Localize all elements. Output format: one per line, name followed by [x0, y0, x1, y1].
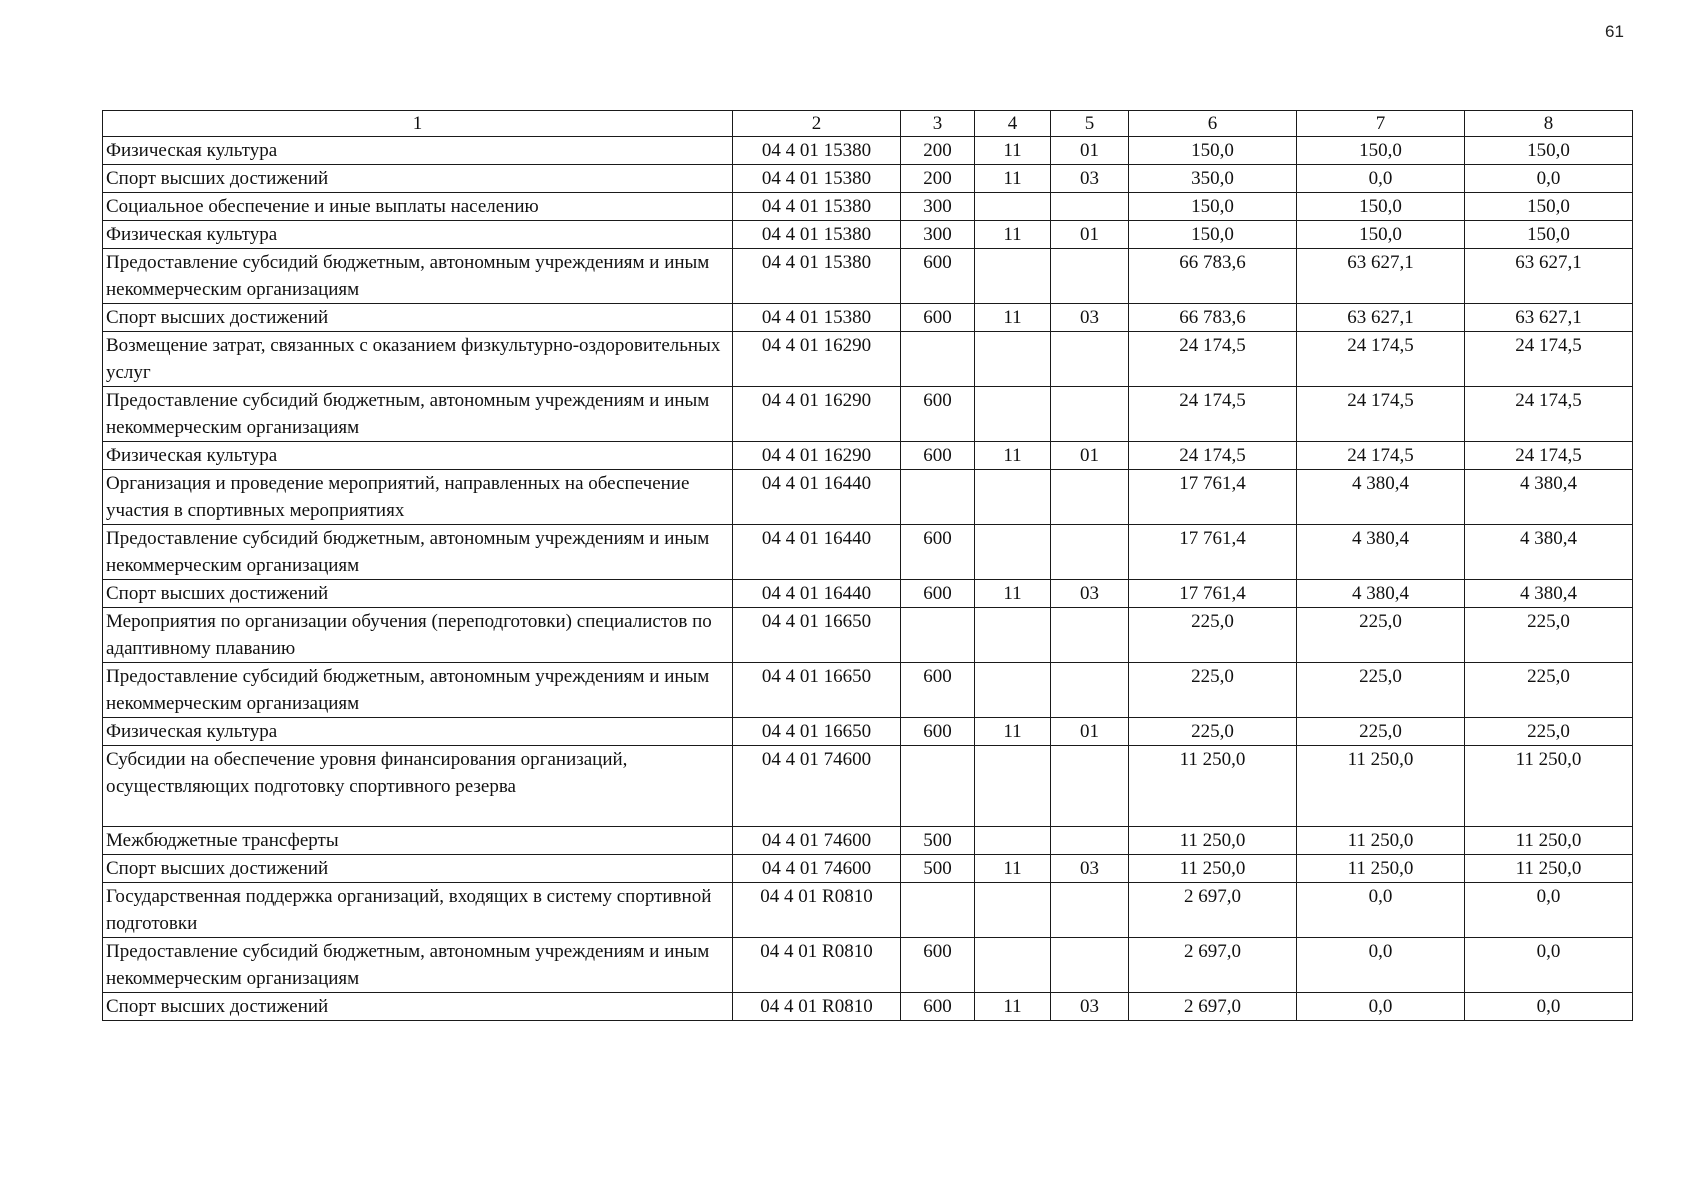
amount-year2-cell: 24 174,5	[1297, 387, 1465, 442]
section-cell	[975, 608, 1051, 663]
header-cell: 7	[1297, 111, 1465, 137]
expense-type-cell: 300	[901, 221, 975, 249]
section-cell: 11	[975, 221, 1051, 249]
expense-type-cell: 600	[901, 663, 975, 718]
row-name-cell: Организация и проведение мероприятий, направленных на обеспечение участия в спортивных мероприятиях	[103, 470, 733, 525]
row-name-cell: Предоставление субсидий бюджетным, автономным учреждениям и иным некоммерческим организациям	[103, 387, 733, 442]
table-row	[103, 718, 1633, 746]
row-name-cell: Физическая культура	[103, 442, 733, 470]
table-row	[103, 470, 1633, 525]
section-cell: 11	[975, 442, 1051, 470]
row-name-cell: Предоставление субсидий бюджетным, автономным учреждениям и иным некоммерческим организациям	[103, 525, 733, 580]
target-code-cell: 04 4 01 15380	[733, 249, 901, 304]
expense-type-cell: 300	[901, 193, 975, 221]
amount-year2-cell: 11 250,0	[1297, 827, 1465, 855]
section-cell: 11	[975, 580, 1051, 608]
table-row	[103, 746, 1633, 827]
amount-year3-cell: 4 380,4	[1465, 470, 1633, 525]
amount-year3-cell: 24 174,5	[1465, 332, 1633, 387]
target-code-cell: 04 4 01 74600	[733, 746, 901, 827]
amount-year3-cell: 225,0	[1465, 663, 1633, 718]
expense-type-cell: 500	[901, 827, 975, 855]
subsection-cell: 01	[1051, 442, 1129, 470]
header-cell: 1	[103, 111, 733, 137]
amount-year1-cell: 225,0	[1129, 663, 1297, 718]
amount-year2-cell: 225,0	[1297, 608, 1465, 663]
row-name-cell: Социальное обеспечение и иные выплаты населению	[103, 193, 733, 221]
amount-year1-cell: 66 783,6	[1129, 249, 1297, 304]
table-header-row	[103, 111, 1633, 137]
amount-year2-cell: 24 174,5	[1297, 442, 1465, 470]
section-cell	[975, 746, 1051, 827]
subsection-cell: 01	[1051, 137, 1129, 165]
target-code-cell: 04 4 01 R0810	[733, 883, 901, 938]
amount-year3-cell: 150,0	[1465, 193, 1633, 221]
expense-type-cell: 500	[901, 855, 975, 883]
subsection-cell	[1051, 938, 1129, 993]
target-code-cell: 04 4 01 16440	[733, 580, 901, 608]
expense-type-cell	[901, 608, 975, 663]
header-cell: 4	[975, 111, 1051, 137]
row-name-cell: Спорт высших достижений	[103, 165, 733, 193]
expense-type-cell	[901, 332, 975, 387]
subsection-cell	[1051, 387, 1129, 442]
expense-type-cell	[901, 470, 975, 525]
section-cell	[975, 193, 1051, 221]
subsection-cell	[1051, 525, 1129, 580]
amount-year1-cell: 2 697,0	[1129, 883, 1297, 938]
amount-year1-cell: 24 174,5	[1129, 442, 1297, 470]
subsection-cell: 03	[1051, 580, 1129, 608]
expense-type-cell: 600	[901, 993, 975, 1021]
subsection-cell: 03	[1051, 165, 1129, 193]
expense-type-cell: 600	[901, 718, 975, 746]
amount-year2-cell: 225,0	[1297, 663, 1465, 718]
subsection-cell	[1051, 827, 1129, 855]
table-row	[103, 304, 1633, 332]
amount-year2-cell: 4 380,4	[1297, 470, 1465, 525]
amount-year2-cell: 11 250,0	[1297, 746, 1465, 827]
amount-year2-cell: 0,0	[1297, 993, 1465, 1021]
amount-year3-cell: 11 250,0	[1465, 827, 1633, 855]
amount-year1-cell: 2 697,0	[1129, 993, 1297, 1021]
table-row	[103, 827, 1633, 855]
amount-year1-cell: 11 250,0	[1129, 827, 1297, 855]
subsection-cell	[1051, 332, 1129, 387]
amount-year2-cell: 150,0	[1297, 137, 1465, 165]
table-row	[103, 221, 1633, 249]
header-cell: 8	[1465, 111, 1633, 137]
amount-year1-cell: 66 783,6	[1129, 304, 1297, 332]
amount-year1-cell: 11 250,0	[1129, 746, 1297, 827]
amount-year1-cell: 150,0	[1129, 193, 1297, 221]
expense-type-cell: 600	[901, 304, 975, 332]
header-cell: 6	[1129, 111, 1297, 137]
subsection-cell	[1051, 608, 1129, 663]
target-code-cell: 04 4 01 R0810	[733, 993, 901, 1021]
table-row	[103, 525, 1633, 580]
row-name-cell: Возмещение затрат, связанных с оказанием физкультурно-оздоровительных услуг	[103, 332, 733, 387]
table-row	[103, 883, 1633, 938]
amount-year1-cell: 17 761,4	[1129, 525, 1297, 580]
table-row	[103, 332, 1633, 387]
expense-type-cell	[901, 883, 975, 938]
amount-year2-cell: 63 627,1	[1297, 249, 1465, 304]
amount-year3-cell: 63 627,1	[1465, 304, 1633, 332]
row-name-cell: Предоставление субсидий бюджетным, автономным учреждениям и иным некоммерческим организациям	[103, 663, 733, 718]
subsection-cell	[1051, 193, 1129, 221]
page-number: 61	[1605, 22, 1624, 41]
amount-year1-cell: 2 697,0	[1129, 938, 1297, 993]
expense-type-cell: 600	[901, 580, 975, 608]
row-name-cell: Спорт высших достижений	[103, 993, 733, 1021]
target-code-cell: 04 4 01 15380	[733, 137, 901, 165]
target-code-cell: 04 4 01 16290	[733, 332, 901, 387]
expense-type-cell: 600	[901, 442, 975, 470]
amount-year3-cell: 24 174,5	[1465, 442, 1633, 470]
table-row	[103, 938, 1633, 993]
table-row	[103, 608, 1633, 663]
row-name-cell: Субсидии на обеспечение уровня финансирования организаций, осуществляющих подготовку спортивного резерва	[103, 746, 733, 827]
target-code-cell: 04 4 01 15380	[733, 304, 901, 332]
subsection-cell: 03	[1051, 855, 1129, 883]
amount-year1-cell: 17 761,4	[1129, 470, 1297, 525]
header-cell: 2	[733, 111, 901, 137]
target-code-cell: 04 4 01 15380	[733, 193, 901, 221]
target-code-cell: 04 4 01 15380	[733, 165, 901, 193]
target-code-cell: 04 4 01 R0810	[733, 938, 901, 993]
section-cell: 11	[975, 165, 1051, 193]
amount-year3-cell: 0,0	[1465, 938, 1633, 993]
table-row	[103, 442, 1633, 470]
amount-year1-cell: 150,0	[1129, 137, 1297, 165]
target-code-cell: 04 4 01 15380	[733, 221, 901, 249]
amount-year3-cell: 11 250,0	[1465, 855, 1633, 883]
row-name-cell: Физическая культура	[103, 221, 733, 249]
amount-year2-cell: 4 380,4	[1297, 525, 1465, 580]
amount-year3-cell: 150,0	[1465, 137, 1633, 165]
section-cell	[975, 663, 1051, 718]
section-cell	[975, 470, 1051, 525]
target-code-cell: 04 4 01 16650	[733, 663, 901, 718]
amount-year3-cell: 225,0	[1465, 718, 1633, 746]
target-code-cell: 04 4 01 74600	[733, 827, 901, 855]
expense-type-cell	[901, 746, 975, 827]
section-cell	[975, 883, 1051, 938]
target-code-cell: 04 4 01 74600	[733, 855, 901, 883]
subsection-cell	[1051, 249, 1129, 304]
amount-year2-cell: 225,0	[1297, 718, 1465, 746]
amount-year3-cell: 225,0	[1465, 608, 1633, 663]
amount-year2-cell: 0,0	[1297, 938, 1465, 993]
table-row	[103, 993, 1633, 1021]
amount-year2-cell: 24 174,5	[1297, 332, 1465, 387]
header-cell: 3	[901, 111, 975, 137]
header-cell: 5	[1051, 111, 1129, 137]
expense-type-cell: 200	[901, 165, 975, 193]
target-code-cell: 04 4 01 16440	[733, 525, 901, 580]
expense-type-cell: 600	[901, 525, 975, 580]
section-cell: 11	[975, 855, 1051, 883]
row-name-cell: Предоставление субсидий бюджетным, автономным учреждениям и иным некоммерческим организациям	[103, 938, 733, 993]
amount-year1-cell: 11 250,0	[1129, 855, 1297, 883]
expense-type-cell: 200	[901, 137, 975, 165]
table-row	[103, 855, 1633, 883]
table-row	[103, 387, 1633, 442]
row-name-cell: Физическая культура	[103, 718, 733, 746]
section-cell: 11	[975, 137, 1051, 165]
section-cell: 11	[975, 993, 1051, 1021]
row-name-cell: Физическая культура	[103, 137, 733, 165]
subsection-cell: 03	[1051, 304, 1129, 332]
amount-year2-cell: 0,0	[1297, 883, 1465, 938]
subsection-cell	[1051, 746, 1129, 827]
subsection-cell	[1051, 470, 1129, 525]
subsection-cell	[1051, 883, 1129, 938]
table-row	[103, 580, 1633, 608]
amount-year3-cell: 63 627,1	[1465, 249, 1633, 304]
amount-year3-cell: 11 250,0	[1465, 746, 1633, 827]
row-name-cell: Спорт высших достижений	[103, 304, 733, 332]
row-name-cell: Государственная поддержка организаций, входящих в систему спортивной подготовки	[103, 883, 733, 938]
amount-year3-cell: 150,0	[1465, 221, 1633, 249]
target-code-cell: 04 4 01 16650	[733, 718, 901, 746]
subsection-cell: 01	[1051, 718, 1129, 746]
subsection-cell: 03	[1051, 993, 1129, 1021]
table-row	[103, 193, 1633, 221]
section-cell: 11	[975, 718, 1051, 746]
row-name-cell: Спорт высших достижений	[103, 855, 733, 883]
amount-year2-cell: 11 250,0	[1297, 855, 1465, 883]
target-code-cell: 04 4 01 16440	[733, 470, 901, 525]
amount-year1-cell: 225,0	[1129, 718, 1297, 746]
target-code-cell: 04 4 01 16290	[733, 442, 901, 470]
section-cell	[975, 938, 1051, 993]
section-cell	[975, 249, 1051, 304]
amount-year2-cell: 150,0	[1297, 193, 1465, 221]
amount-year1-cell: 24 174,5	[1129, 332, 1297, 387]
table-row	[103, 663, 1633, 718]
section-cell	[975, 387, 1051, 442]
row-name-cell: Спорт высших достижений	[103, 580, 733, 608]
amount-year2-cell: 63 627,1	[1297, 304, 1465, 332]
subsection-cell	[1051, 663, 1129, 718]
amount-year3-cell: 4 380,4	[1465, 580, 1633, 608]
amount-year1-cell: 350,0	[1129, 165, 1297, 193]
amount-year3-cell: 4 380,4	[1465, 525, 1633, 580]
amount-year3-cell: 0,0	[1465, 883, 1633, 938]
amount-year2-cell: 0,0	[1297, 165, 1465, 193]
amount-year1-cell: 17 761,4	[1129, 580, 1297, 608]
table-row	[103, 249, 1633, 304]
amount-year1-cell: 150,0	[1129, 221, 1297, 249]
budget-table-body	[103, 111, 1633, 1021]
expense-type-cell: 600	[901, 387, 975, 442]
expense-type-cell: 600	[901, 249, 975, 304]
budget-table	[102, 110, 1633, 1021]
amount-year3-cell: 24 174,5	[1465, 387, 1633, 442]
amount-year1-cell: 24 174,5	[1129, 387, 1297, 442]
amount-year3-cell: 0,0	[1465, 165, 1633, 193]
amount-year3-cell: 0,0	[1465, 993, 1633, 1021]
row-name-cell: Мероприятия по организации обучения (переподготовки) специалистов по адаптивному плаванию	[103, 608, 733, 663]
section-cell	[975, 332, 1051, 387]
subsection-cell: 01	[1051, 221, 1129, 249]
target-code-cell: 04 4 01 16650	[733, 608, 901, 663]
amount-year1-cell: 225,0	[1129, 608, 1297, 663]
section-cell	[975, 827, 1051, 855]
amount-year2-cell: 150,0	[1297, 221, 1465, 249]
section-cell	[975, 525, 1051, 580]
section-cell: 11	[975, 304, 1051, 332]
amount-year2-cell: 4 380,4	[1297, 580, 1465, 608]
table-row	[103, 137, 1633, 165]
table-row	[103, 165, 1633, 193]
target-code-cell: 04 4 01 16290	[733, 387, 901, 442]
row-name-cell: Межбюджетные трансферты	[103, 827, 733, 855]
expense-type-cell: 600	[901, 938, 975, 993]
row-name-cell: Предоставление субсидий бюджетным, автономным учреждениям и иным некоммерческим организациям	[103, 249, 733, 304]
